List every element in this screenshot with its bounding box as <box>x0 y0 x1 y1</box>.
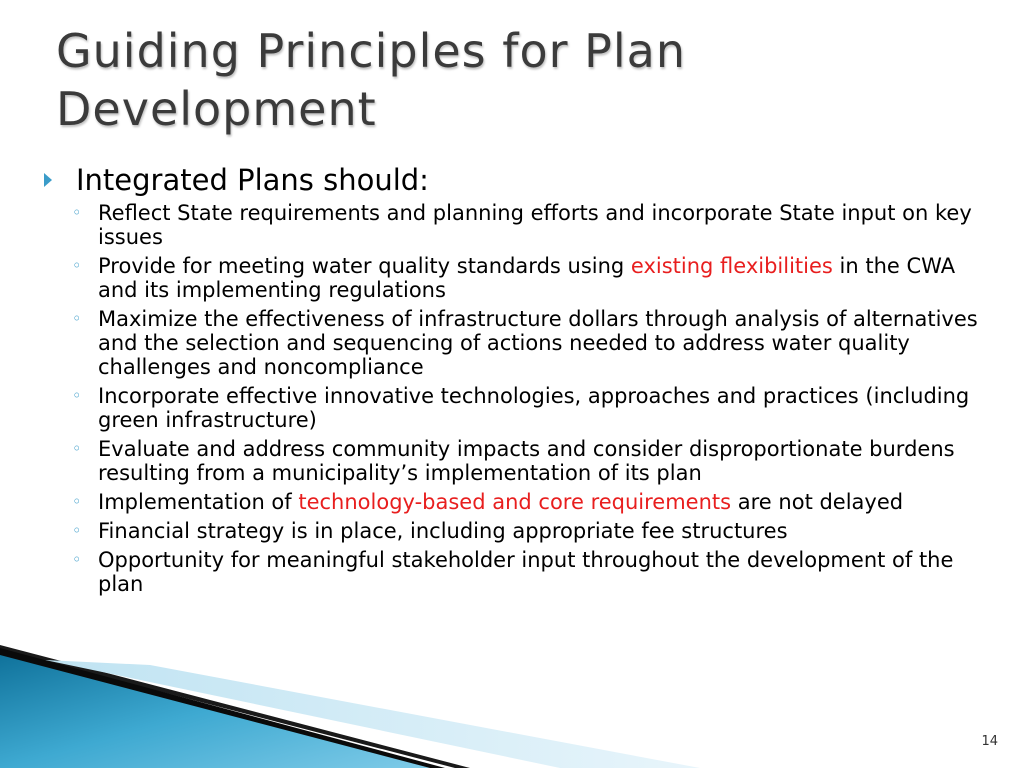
hollow-circle-icon: ◦ <box>72 521 82 540</box>
title-line-2: Development <box>56 82 377 136</box>
triangle-right-icon <box>44 173 52 187</box>
bullet-highlight: existing flexibilities <box>630 254 833 278</box>
bullet-heading: Integrated Plans should: <box>76 163 429 197</box>
hollow-circle-icon: ◦ <box>72 309 82 328</box>
bullet-text: Reflect State requirements and planning efforts and incorporate State input on key issues <box>98 201 972 249</box>
list-item <box>70 307 1000 379</box>
slide-title <box>56 22 956 138</box>
bullet-text-pre: Provide for meeting water quality standards using <box>98 254 631 278</box>
list-item <box>70 254 1000 302</box>
list-item <box>70 548 1000 596</box>
list-item <box>70 519 1000 543</box>
list-item <box>70 384 1000 432</box>
title-line-1: Guiding Principles for Plan <box>56 24 686 78</box>
hollow-circle-icon: ◦ <box>72 203 82 222</box>
page-number: 14 <box>981 734 998 749</box>
bullet-text: Evaluate and address community impacts and consider disproportionate burdens resulting from a municipality’s implementation of its plan <box>98 437 955 485</box>
list-item <box>70 437 1000 485</box>
hollow-circle-icon: ◦ <box>72 386 82 405</box>
sub-bullet-list <box>70 201 1000 601</box>
bullet-text-post: in the CWA and its implementing regulations <box>98 254 956 302</box>
bullet-text: Maximize the effectiveness of infrastructure dollars through analysis of alternatives and the selection and sequencing of actions needed to address water quality challenges and noncompliance <box>98 307 978 379</box>
bullet-text: Opportunity for meaningful stakeholder input throughout the development of the plan <box>98 548 954 596</box>
list-item <box>70 490 1000 514</box>
hollow-circle-icon: ◦ <box>72 256 82 275</box>
bullet-text-pre: Implementation of <box>98 490 299 514</box>
bullet-text: Incorporate effective innovative technologies, approaches and practices (including green infrastructure) <box>98 384 970 432</box>
list-item <box>70 201 1000 249</box>
hollow-circle-icon: ◦ <box>72 492 82 511</box>
bullet-text: Financial strategy is in place, including appropriate fee structures <box>98 519 788 543</box>
bullet-text-post: are not delayed <box>731 490 904 514</box>
bullet-highlight: technology-based and core requirements <box>298 490 732 514</box>
hollow-circle-icon: ◦ <box>72 550 82 569</box>
hollow-circle-icon: ◦ <box>72 439 82 458</box>
